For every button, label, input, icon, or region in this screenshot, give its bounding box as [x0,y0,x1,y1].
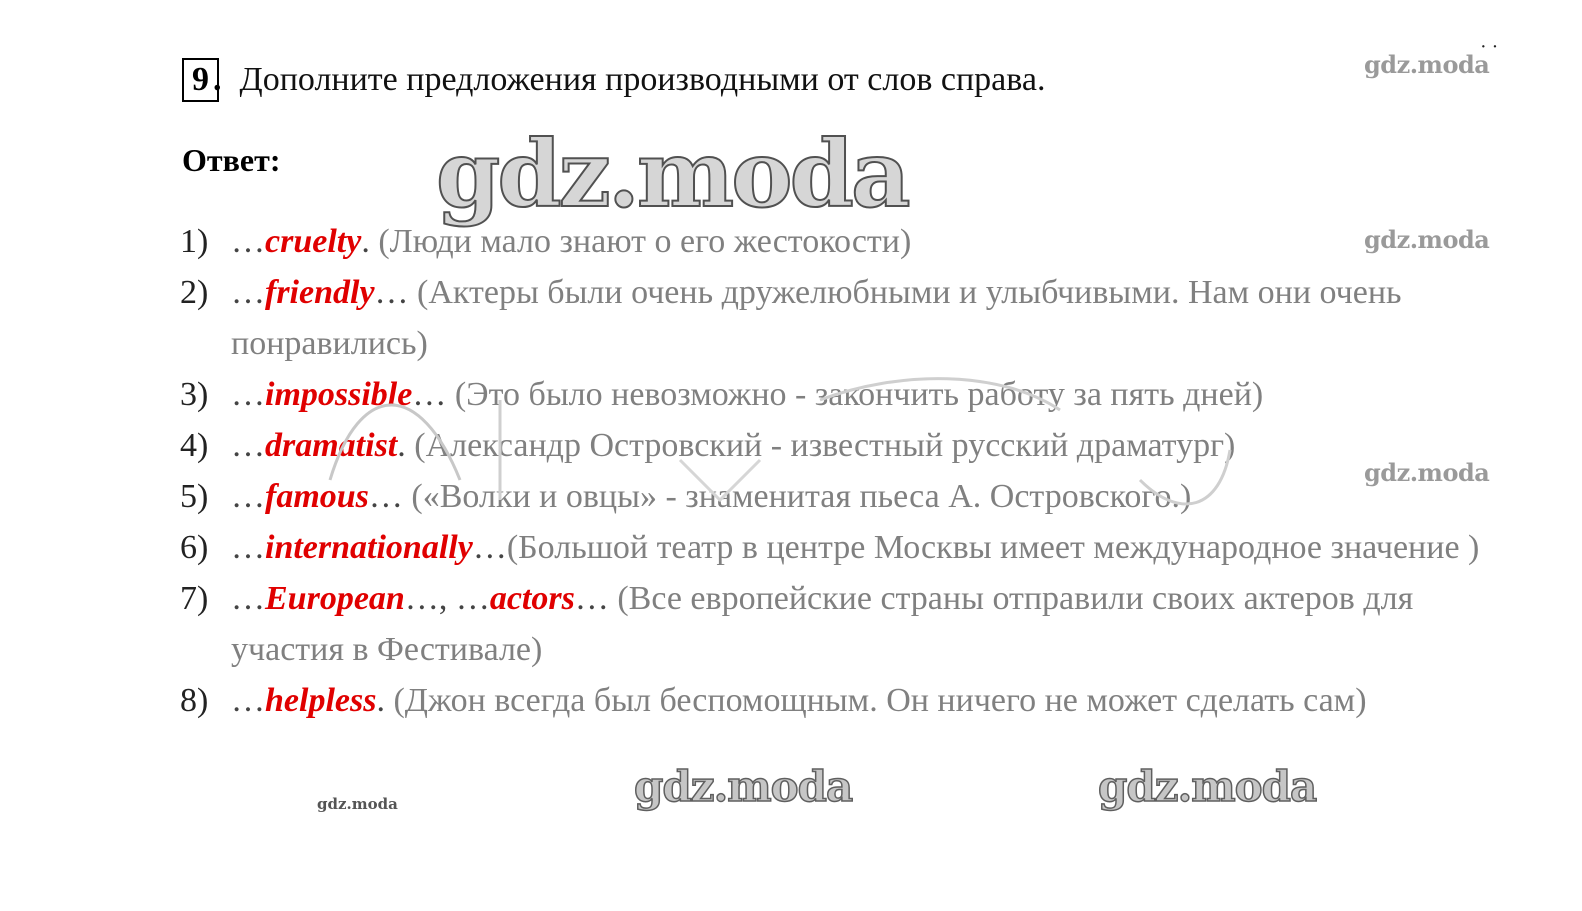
item-number: 4) [180,427,209,464]
list-item [180,420,1490,471]
watermark-small-lower: gdz.moda [1364,458,1490,487]
list-item [180,471,1490,522]
answer-list [180,216,1490,726]
item-number: 3) [180,376,209,413]
translation-text: (Люди мало знают о его жестокости) [378,223,912,260]
punctuation: . [376,682,394,719]
item-number: 2) [180,274,209,311]
task-instruction: Дополните предложения производными от слов справа. [239,61,1046,98]
punctuation: . [361,223,379,260]
item-ellipsis: … [231,529,265,566]
item-ellipsis: … [231,274,265,311]
answer-word: cruelty [265,223,362,260]
item-number: 8) [180,682,209,719]
punctuation: . [397,427,415,464]
punctuation: … [472,529,507,566]
task-number-dot: . [213,61,222,98]
list-item [180,369,1490,420]
translation-text: (Это было невозможно - закончить работу за пять дней) [454,376,1264,413]
punctuation: …, … [404,580,490,617]
translation-text: (Большой театр в центре Москвы имеет международное значение ) [506,529,1480,566]
watermark-bottom-left: gdz.moda [634,762,853,811]
answer-word: European [265,580,405,617]
watermark-tiny: gdz.moda [317,795,398,813]
corner-marks: · · [1480,36,1499,58]
translation-text: (Александр Островский - известный русский драматург) [414,427,1236,464]
list-item [180,216,1490,267]
watermark-small-mid: gdz.moda [1364,225,1490,254]
answer-word: friendly [265,274,375,311]
translation-text: («Волки и овцы» - знаменитая пьеса А. Островского.) [411,478,1192,515]
answer-word: dramatist [265,427,398,464]
answer-word: helpless [265,682,377,719]
translation-text: (Джон всегда был беспомощным. Он ничего не может сделать сам) [393,682,1367,719]
punctuation: … [374,274,418,311]
punctuation: … [368,478,412,515]
item-number: 1) [180,223,209,260]
item-ellipsis: … [231,223,265,260]
item-ellipsis: … [231,376,265,413]
item-number: 6) [180,529,209,566]
task-number: 9 [182,58,219,102]
punctuation: … [574,580,618,617]
watermark-big: gdz.moda [436,120,908,228]
translation-text: (Актеры были очень дружелюбными и улыбчивыми. Нам они очень понравились) [231,274,1402,362]
answer-label: Ответ: [182,142,281,178]
answer-word: impossible [265,376,413,413]
list-item [180,267,1490,369]
watermark-bottom-right: gdz.moda [1098,762,1317,811]
punctuation: … [412,376,455,413]
item-ellipsis: … [231,478,265,515]
item-ellipsis: … [231,580,265,617]
task-header [182,58,1045,102]
item-number: 5) [180,478,209,515]
translation-text: (Все европейские страны отправили своих актеров для участия в Фестивале) [231,580,1414,668]
item-number: 7) [180,580,209,617]
answer-word: internationally [265,529,473,566]
list-item [180,675,1490,726]
list-item [180,573,1490,675]
watermark-small-top: gdz.moda [1364,50,1490,79]
answer-word: famous [265,478,369,515]
item-ellipsis: … [231,427,265,464]
item-ellipsis: … [231,682,265,719]
answer-word: actors [489,580,575,617]
list-item [180,522,1490,573]
